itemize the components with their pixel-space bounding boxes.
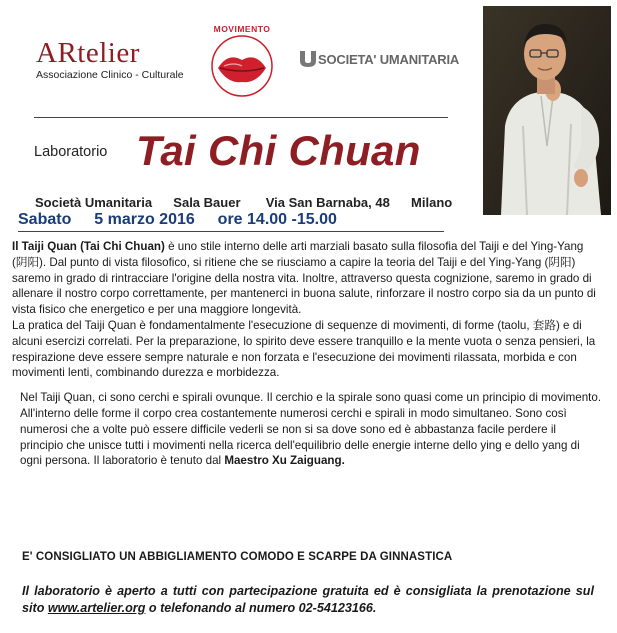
venue-line [35, 195, 452, 210]
umanitaria-logo-name: SOCIETA' UMANITARIA [318, 51, 460, 67]
circles-text: Nel Taiji Quan, ci sono cerchi e spirali ovunque. Il cerchio e la spirale sono quasi come un principio di movimento. All'interno delle forme il corpo crea costantemente numerosi cerchi e spirali in modo simultaneo. Sono così numerosi che a volte può essere difficile vederli se non si sa dove sono ed è abbastanza facile perdere il principio che unisce tutti i movimenti nella ricerca dell'equilibrio delle energie interne dello ying e dello yang di ogni persona. Il laboratorio è tenuto dal [20, 391, 602, 468]
event-day: Sabato [18, 211, 72, 228]
artelier-logo-name: ARtelier [36, 37, 140, 69]
closing-text-before: Il laboratorio è aperto a tutti con partecipazione gratuita ed è consigliata la prenotazione sul sito [22, 584, 594, 615]
paragraph-intro [12, 239, 602, 318]
venue-hall: Sala Bauer [173, 195, 241, 210]
closing-note [22, 583, 594, 617]
artelier-logo-subtitle: Associazione Clinico - Culturale [36, 69, 184, 81]
intro-bold: Il Taiji Quan (Tai Chi Chuan) [12, 240, 165, 253]
top-divider [34, 117, 448, 118]
clothing-advice: E' CONSIGLIATO UN ABBIGLIAMENTO COMODO E SCARPE DA GINNASTICA [22, 551, 453, 563]
event-date: 5 marzo 2016 [94, 211, 195, 228]
maestro-photo [483, 6, 611, 215]
paragraph-circles [12, 390, 602, 469]
date-line [18, 211, 337, 229]
venue-place: Società Umanitaria [35, 195, 153, 210]
intro-text: è uno stile interno delle arti marziali basato sulla filosofia del Taiji e del Ying-Yang (阴阳). Dal punto di vista filosofico, si ritiene che se riusciamo a capire la teoria del Taiji e del Ying-Yang (阴阳) saremo in grado di rintracciare l'origine della nostra vita. Inoltre, attraverso questa cognizione, saremo in grado di allenare il nostro corpo correttamente, per mantenerci in buona salute, rinforzare il nostro corpo sia da un punto di vista fisico che energetico e per una maggiore longevità. [12, 240, 596, 317]
page-title: Tai Chi Chuan [136, 127, 421, 174]
date-divider [18, 231, 444, 232]
description [12, 239, 602, 469]
paragraph-practice: La pratica del Taiji Quan è fondamentalmente l'esecuzione di sequenze di movimenti, di forme (taolu, 套路) e di alcuni esercizi correlati. Per la preparazione, lo spirito deve essere tranquillo e la mente vuota o senza pensieri, la respirazione deve essere sempre naturale e non forzata e l'esecuzione dei movimenti rilassata, morbida e con movimenti lenti, combinando durezza e morbidezza. [12, 318, 596, 380]
maestro-name: Maestro Xu Zaiguang. [224, 454, 345, 468]
website-link[interactable]: www.artelier.org [47, 601, 146, 615]
umanitaria-u-icon [298, 50, 318, 68]
artelier-logo [36, 38, 184, 81]
venue-address: Via San Barnaba, 48 [265, 195, 390, 210]
movimento-lips-icon [204, 26, 280, 102]
movimento-logo-name: MOVIMENTO [213, 24, 271, 34]
event-time: ore 14.00 -15.00 [217, 211, 337, 228]
closing-text-after: o telefonando al numero 02-54123166. [145, 601, 377, 615]
laboratory-label: Laboratorio [34, 144, 108, 160]
movimento-logo [204, 26, 280, 102]
maestro-photo-image [483, 6, 611, 215]
umanitaria-logo [298, 50, 459, 68]
venue-city: Milano [411, 195, 453, 210]
